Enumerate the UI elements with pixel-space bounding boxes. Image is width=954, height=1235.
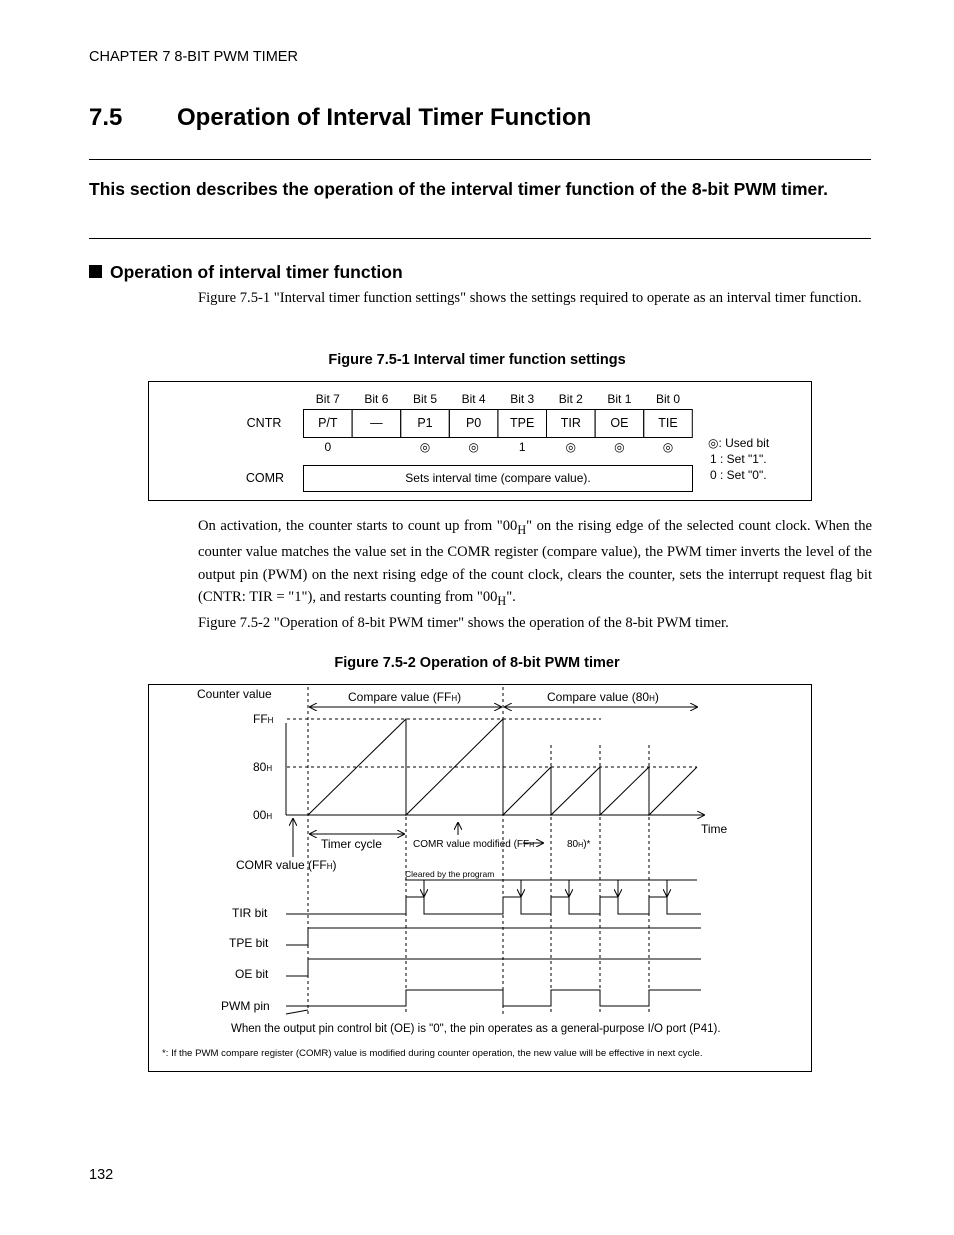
tpe-waveform xyxy=(286,928,701,945)
bit-header: Bit 4 xyxy=(461,392,486,406)
y-80-label: 80H xyxy=(253,760,273,774)
section-number: 7.5 xyxy=(89,104,123,131)
clear-arrows xyxy=(424,880,667,896)
pwm-waveform xyxy=(286,990,701,1006)
cleared-label: Cleared by the program xyxy=(405,869,495,879)
cntr-bit-name: P0 xyxy=(465,416,482,430)
subsection-heading xyxy=(89,262,403,283)
cntr-bit-setting: 0 xyxy=(324,440,332,454)
p2-text-b: " on the rising edge of the selected count clock. When the counter value matches the value set in the COMR register (compare value), the PWM timer inverts the level of the output pin (PWM) on the next rising edge of the count clock, clears the counter, sets the interrupt request flag bit (CNTR: TIR = "1"), and restarts counting from "00 xyxy=(198,518,872,606)
p2-sub-a: H xyxy=(517,522,527,537)
figure1-box xyxy=(148,381,812,501)
bit-header: Bit 2 xyxy=(558,392,583,406)
cntr-bit-setting: ◎ xyxy=(662,440,674,454)
level-dashed-lines xyxy=(287,719,697,767)
bit-header: Bit 1 xyxy=(607,392,632,406)
oe-waveform xyxy=(286,959,701,976)
oe-note: When the output pin control bit (OE) is "0", the pin operates as a general-purpose I/O port (P41). xyxy=(231,1023,721,1035)
tir-waveform xyxy=(286,897,701,914)
bit-header: Bit 6 xyxy=(364,392,389,406)
bit-header: Bit 0 xyxy=(655,392,681,406)
comr-modified-label: COMR value modified (FFH xyxy=(413,839,535,850)
cntr-bit-name: TIE xyxy=(658,416,678,430)
timer-cycle-label: Timer cycle xyxy=(321,837,382,851)
tir-bit-label: TIR bit xyxy=(232,906,268,920)
square-bullet-icon xyxy=(89,265,102,278)
cntr-bit-setting: ◎ xyxy=(565,440,577,454)
comr-text: Sets interval time (compare value). xyxy=(405,471,591,485)
figure2-caption: Figure 7.5-2 Operation of 8-bit PWM timer xyxy=(334,655,620,671)
legend-set0: 0 : Set "0". xyxy=(710,468,767,482)
comr-label: COMR xyxy=(245,471,285,485)
bit-header: Bit 5 xyxy=(412,392,438,406)
footnote: *: If the PWM compare register (COMR) value is modified during counter operation, the new value will be effective in next cycle. xyxy=(162,1048,703,1059)
paragraph-2 xyxy=(198,515,872,613)
cntr-bit-name: TIR xyxy=(560,416,581,430)
section-title-text: Operation of Interval Timer Function xyxy=(177,104,592,131)
paragraph-1: Figure 7.5-1 "Interval timer function settings" shows the settings required to operate as an interval timer function. xyxy=(198,290,862,306)
tpe-bit-label: TPE bit xyxy=(229,936,269,950)
compare-ff-label: Compare value (FFH) xyxy=(348,690,462,704)
subsection-heading-text: Operation of interval timer function xyxy=(110,262,403,282)
p2-sub-b: H xyxy=(497,594,507,609)
cntr-bit-name: — xyxy=(370,416,383,430)
cntr-bit-name: OE xyxy=(610,416,629,430)
p2-text-a: On activation, the counter starts to count up from "00 xyxy=(198,518,518,534)
cntr-bit-setting: ◎ xyxy=(614,440,625,454)
divider-bottom xyxy=(89,238,871,239)
legend-used: ◎: Used bit xyxy=(708,436,770,450)
p2-text-c: ". xyxy=(506,589,516,606)
cntr-bit-name: P/T xyxy=(318,416,338,430)
register-settings-diagram xyxy=(149,382,811,500)
paragraph-3: Figure 7.5-2 "Operation of 8-bit PWM timer" shows the operation of the 8-bit PWM timer. xyxy=(198,615,729,631)
oe-bit-label: OE bit xyxy=(235,967,269,981)
bit-header: Bit 3 xyxy=(510,392,535,406)
section-title xyxy=(89,104,591,132)
figure1-caption: Figure 7.5-1 Interval timer function settings xyxy=(328,352,626,368)
compare-80-label: Compare value (80H) xyxy=(547,690,659,704)
y-ff-label: FFH xyxy=(253,712,274,726)
pwm-pin-label: PWM pin xyxy=(221,999,270,1013)
legend-set1: 1 : Set "1". xyxy=(710,452,767,466)
page-number: 132 xyxy=(89,1167,114,1183)
counter-value-label: Counter value xyxy=(197,687,272,701)
y-00-label: 00H xyxy=(253,808,273,822)
cycle-dashed-lines xyxy=(308,687,649,1015)
comr-value-label: COMR value (FFH) xyxy=(236,858,337,872)
chapter-header: CHAPTER 7 8-BIT PWM TIMER xyxy=(89,49,298,65)
bit-header: Bit 7 xyxy=(315,392,340,406)
comr-modified-80-label: 80H)* xyxy=(567,839,591,850)
cntr-label: CNTR xyxy=(246,416,282,430)
time-label: Time xyxy=(701,822,728,836)
cntr-bit-setting: ◎ xyxy=(468,440,479,454)
figure2-box xyxy=(148,684,812,1072)
cntr-bit-setting: ◎ xyxy=(419,440,431,454)
pwm-timing-diagram xyxy=(149,685,811,1071)
pwm-note-pointer xyxy=(286,1010,308,1014)
cntr-bit-setting: 1 xyxy=(518,440,526,454)
section-summary: This section describes the operation of the interval timer function of the 8-bit PWM timer. xyxy=(89,179,828,199)
cntr-bit-name: P1 xyxy=(417,416,433,430)
divider-top xyxy=(89,159,871,160)
cntr-bit-name: TPE xyxy=(510,416,535,430)
